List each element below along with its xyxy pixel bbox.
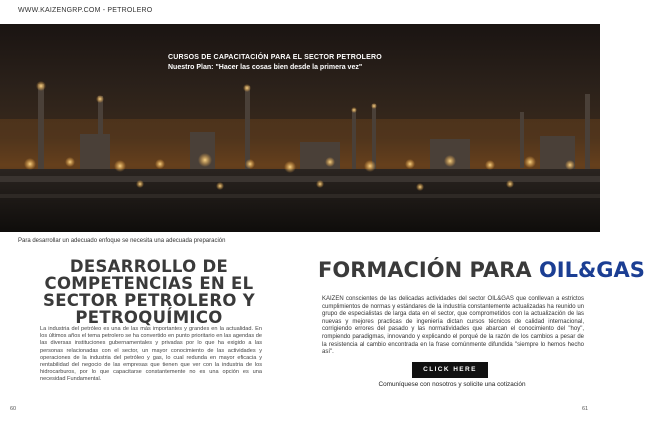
page-number-left: 60 (10, 406, 17, 412)
right-heading (318, 258, 645, 282)
right-heading-accent: OIL&GAS (538, 258, 645, 282)
hero-subtitle: Nuestro Plan: "Hacer las cosas bien desde la primera vez" (168, 64, 363, 71)
page-number-right: 61 (582, 406, 589, 412)
right-body-text: KAIZEN conscientes de las delicadas actividades del sector OIL&GAS que conllevan a estrictos cumplimientos de normas y estándares de la industria constantemente actualizadas ha reunido un grupo de especialistas de larga data en el sector, que comprometidos con la actualización de las nuevas y mejores practicas de ingeniería dictan cursos técnicos de calidad internacional, corrigiendo errores del pasado y las normatividades que abarcan el conocimiento del "hoy", rompiendo paradigmas, innovando y explicando el porqué de la razón de los cambios a pesar de la resistencia al cambio encontrada en la frase comúnmente difundida "siempre lo hemos hecho así". (322, 296, 584, 356)
top-bar (0, 0, 600, 24)
left-body-text: La industria del petróleo es una de las más importantes y grandes en la actualidad. En los últimos años el tema petrolero se ha convertido en punto prioritario en las agendas de las diversas instituciones gubernamentales y privadas por lo que ha exigido a las personas relacionadas con el sector, un mayor conocimiento de las actividades y operaciones de la industria del petróleo y gas, lo cual redunda en mayor eficacia y rentabilidad del negocio de las empresas que tienen que ver con la industria de los hidrocarburos, por lo que capacitarse constantemente no es una opción es una necesidad Fundamental. (40, 326, 262, 383)
image-caption: Para desarrollar un adecuado enfoque se necesita una adecuada preparación (18, 238, 226, 244)
contact-note: Comuníquese con nosotros y solicite una cotización (378, 381, 526, 388)
click-here-button[interactable]: CLICK HERE (412, 362, 488, 378)
right-heading-prefix: FORMACIÓN PARA (318, 258, 539, 282)
hero-refinery-image (0, 24, 600, 232)
site-url[interactable]: WWW.KAIZENGRP.COM - PETROLERO (18, 7, 153, 14)
left-heading: DESARROLLO DE COMPETENCIAS EN EL SECTOR PETROLERO Y PETROQUÍMICO (43, 257, 255, 327)
hero-title: CURSOS DE CAPACITACIÓN PARA EL SECTOR PETROLERO (168, 54, 382, 61)
